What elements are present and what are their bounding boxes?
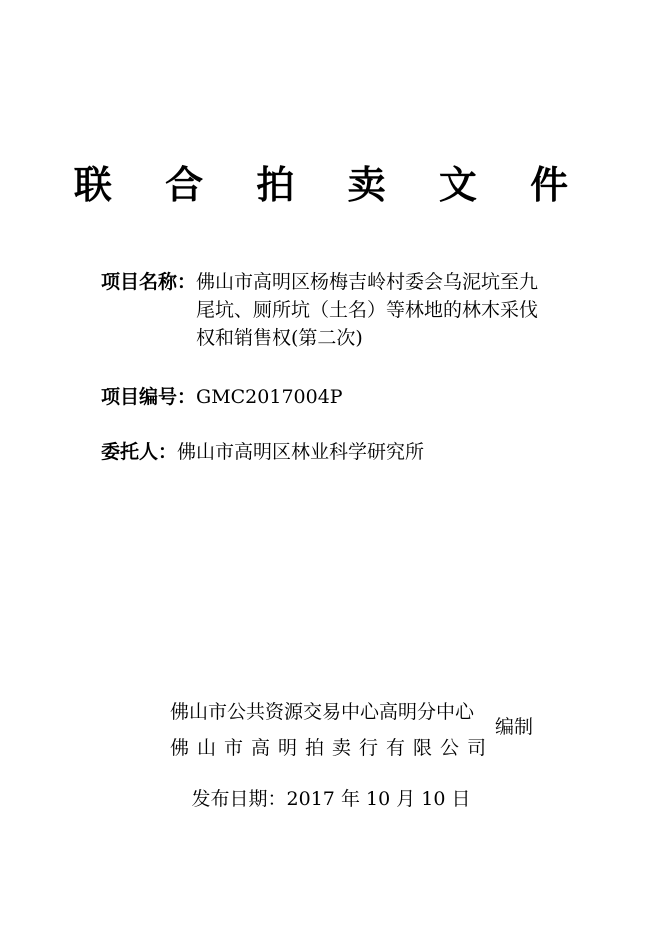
release-date: 发布日期：2017 年 10 月 10 日	[191, 788, 471, 810]
project-name-line: 尾坑、厕所坑（土名）等林地的林木采伐	[196, 299, 539, 321]
project-number-row	[101, 383, 343, 411]
compiler-name: 佛山市公共资源交易中心高明分中心	[170, 701, 475, 723]
client-label: 委托人：	[101, 441, 178, 463]
client-value: 佛山市高明区林业科学研究所	[177, 441, 425, 463]
compiled-label: 编制	[495, 716, 534, 738]
project-name-label: 项目名称：	[101, 271, 197, 293]
project-name-value	[196, 268, 571, 352]
project-name-row	[101, 268, 571, 352]
project-number-label: 项目编号：	[101, 386, 197, 408]
client-row	[101, 438, 424, 466]
document-title: 联 合 拍 卖 文 件	[73, 162, 589, 207]
project-number-value: GMC2017004P	[196, 386, 343, 408]
compilers-block	[170, 694, 494, 766]
project-name-line: 权和销售权(第二次)	[196, 327, 363, 349]
project-name-line: 佛山市高明区杨梅吉岭村委会乌泥坑至九	[196, 271, 539, 293]
compiler-name: 佛山市高明拍卖行有限公司	[170, 737, 495, 759]
